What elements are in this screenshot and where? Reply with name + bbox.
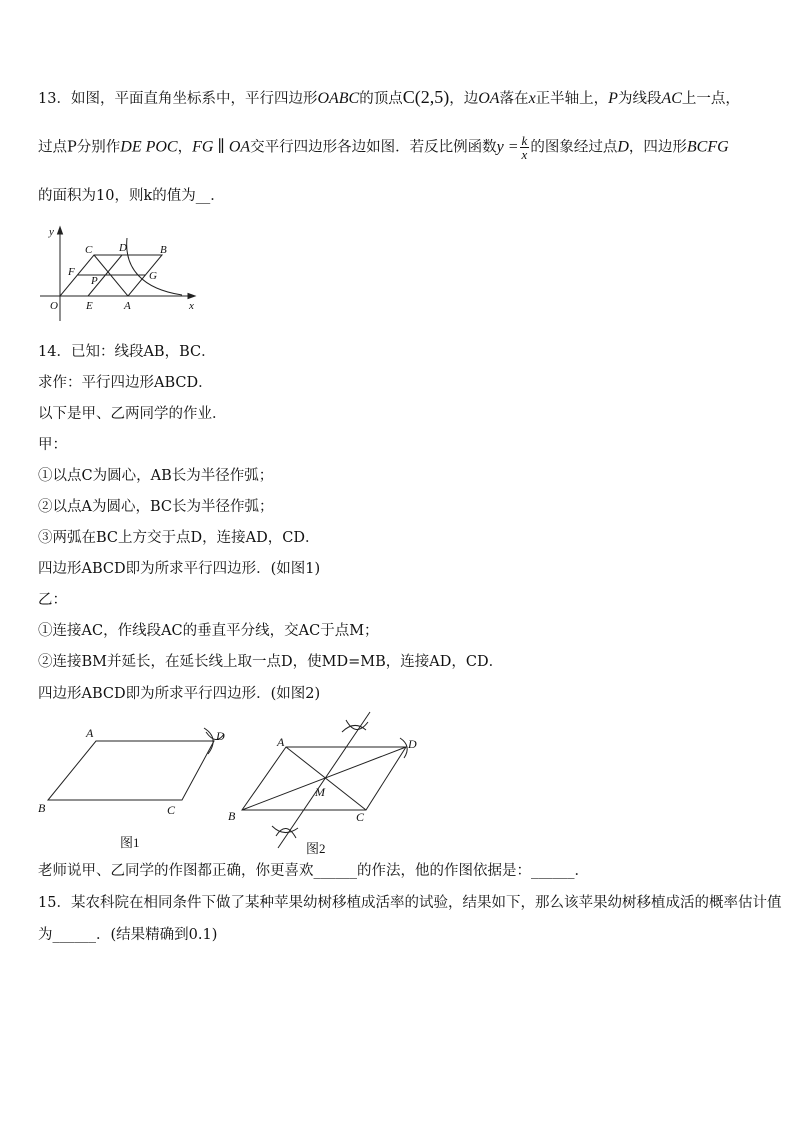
q15-line2: 为______．(结果精确到0.1) xyxy=(38,927,218,943)
q14-line-10: ①连接AC，作线段AC的垂直平分线，交AC于点M； xyxy=(38,623,379,639)
label-f: F xyxy=(68,266,75,278)
q14-line-4: 甲： xyxy=(38,437,67,453)
q14-teacher-line: 老师说甲、乙同学的作图都正确，你更喜欢______的作法，他的作图依据是：______． xyxy=(38,863,589,879)
diagonal-ac xyxy=(286,747,366,810)
parallelogram-abcd-1 xyxy=(48,741,214,800)
q13-line2: 过点P分别作DE POC，FG ∥ OA交平行四边形各边如图．若反比例函数y = $\frac{k}{x}$ 的图象经过点D，四边形BCFG xyxy=(38,133,729,162)
q14-line-1: 14．已知：线段AB，BC． xyxy=(38,344,216,360)
q13-line1: 13．如图，平面直角坐标系中，平行四边形OABC的顶点C(2,5)，边OA落在x正半轴上，P为线段AC上一点， xyxy=(38,87,740,107)
label-e: E xyxy=(86,300,93,312)
q15-line1: 15．某农科院在相同条件下做了某种苹果幼树移植成活率的试验，结果如下，那么该苹果幼树移植成活的概率估计值 xyxy=(38,895,782,911)
q14-line-7: ③两弧在BC上方交于点D，连接AD，CD． xyxy=(38,530,320,546)
perpendicular-bisector xyxy=(278,712,370,848)
diagonal-bd xyxy=(242,747,406,810)
q13-line3: 的面积为10，则k的值为__． xyxy=(38,188,225,204)
hyperbola-curve xyxy=(127,238,182,295)
figure-2 xyxy=(224,708,424,858)
q14-line-8: 四边形ABCD即为所求平行四边形．(如图1) xyxy=(38,561,321,577)
fig2-label-d: D xyxy=(408,737,417,751)
label-x: x xyxy=(189,300,194,312)
label-b: B xyxy=(160,244,167,256)
label-g: G xyxy=(149,270,157,282)
fig2-label-b: B xyxy=(228,809,236,823)
y-axis-arrow xyxy=(58,227,63,234)
fig2-label-m: M xyxy=(315,785,325,799)
arc-top-2 xyxy=(346,720,368,730)
q14-line-2: 求作：平行四边形ABCD． xyxy=(38,375,213,391)
fraction-k-over-x: $\frac{k}{x}$ xyxy=(521,133,528,162)
fig2-label-c: C xyxy=(356,810,365,824)
q14-line-6: ②以点A为圆心，BC长为半径作弧； xyxy=(38,499,274,515)
q14-line-12: 四边形ABCD即为所求平行四边形．(如图2) xyxy=(38,686,321,702)
fig1-label-b: B xyxy=(38,801,46,815)
label-d: D xyxy=(119,242,127,254)
q14-line-9: 乙： xyxy=(38,592,67,608)
fig1-label-a: A xyxy=(86,726,94,740)
x-axis-arrow xyxy=(188,294,195,299)
label-y: y xyxy=(49,226,54,238)
fig1-caption: 图1 xyxy=(120,835,140,850)
q13-figure xyxy=(32,223,202,323)
label-a: A xyxy=(124,300,131,312)
q14-line-11: ②连接BM并延长，在延长线上取一点D，使MD=MB，连接AD，CD． xyxy=(38,654,504,670)
label-p: P xyxy=(91,275,98,287)
fig2-caption: 图2 xyxy=(306,841,326,856)
label-c: C xyxy=(85,244,93,256)
figure-1 xyxy=(30,720,240,850)
fig1-label-c: C xyxy=(167,803,176,817)
fig1-label-d: D xyxy=(216,729,225,743)
fig2-label-a: A xyxy=(277,735,285,749)
q14-line-5: ①以点C为圆心，AB长为半径作弧； xyxy=(38,468,274,484)
label-o: O xyxy=(50,300,58,312)
q14-line-3: 以下是甲、乙两同学的作业． xyxy=(38,406,227,422)
arc-bottom-1 xyxy=(272,826,298,833)
